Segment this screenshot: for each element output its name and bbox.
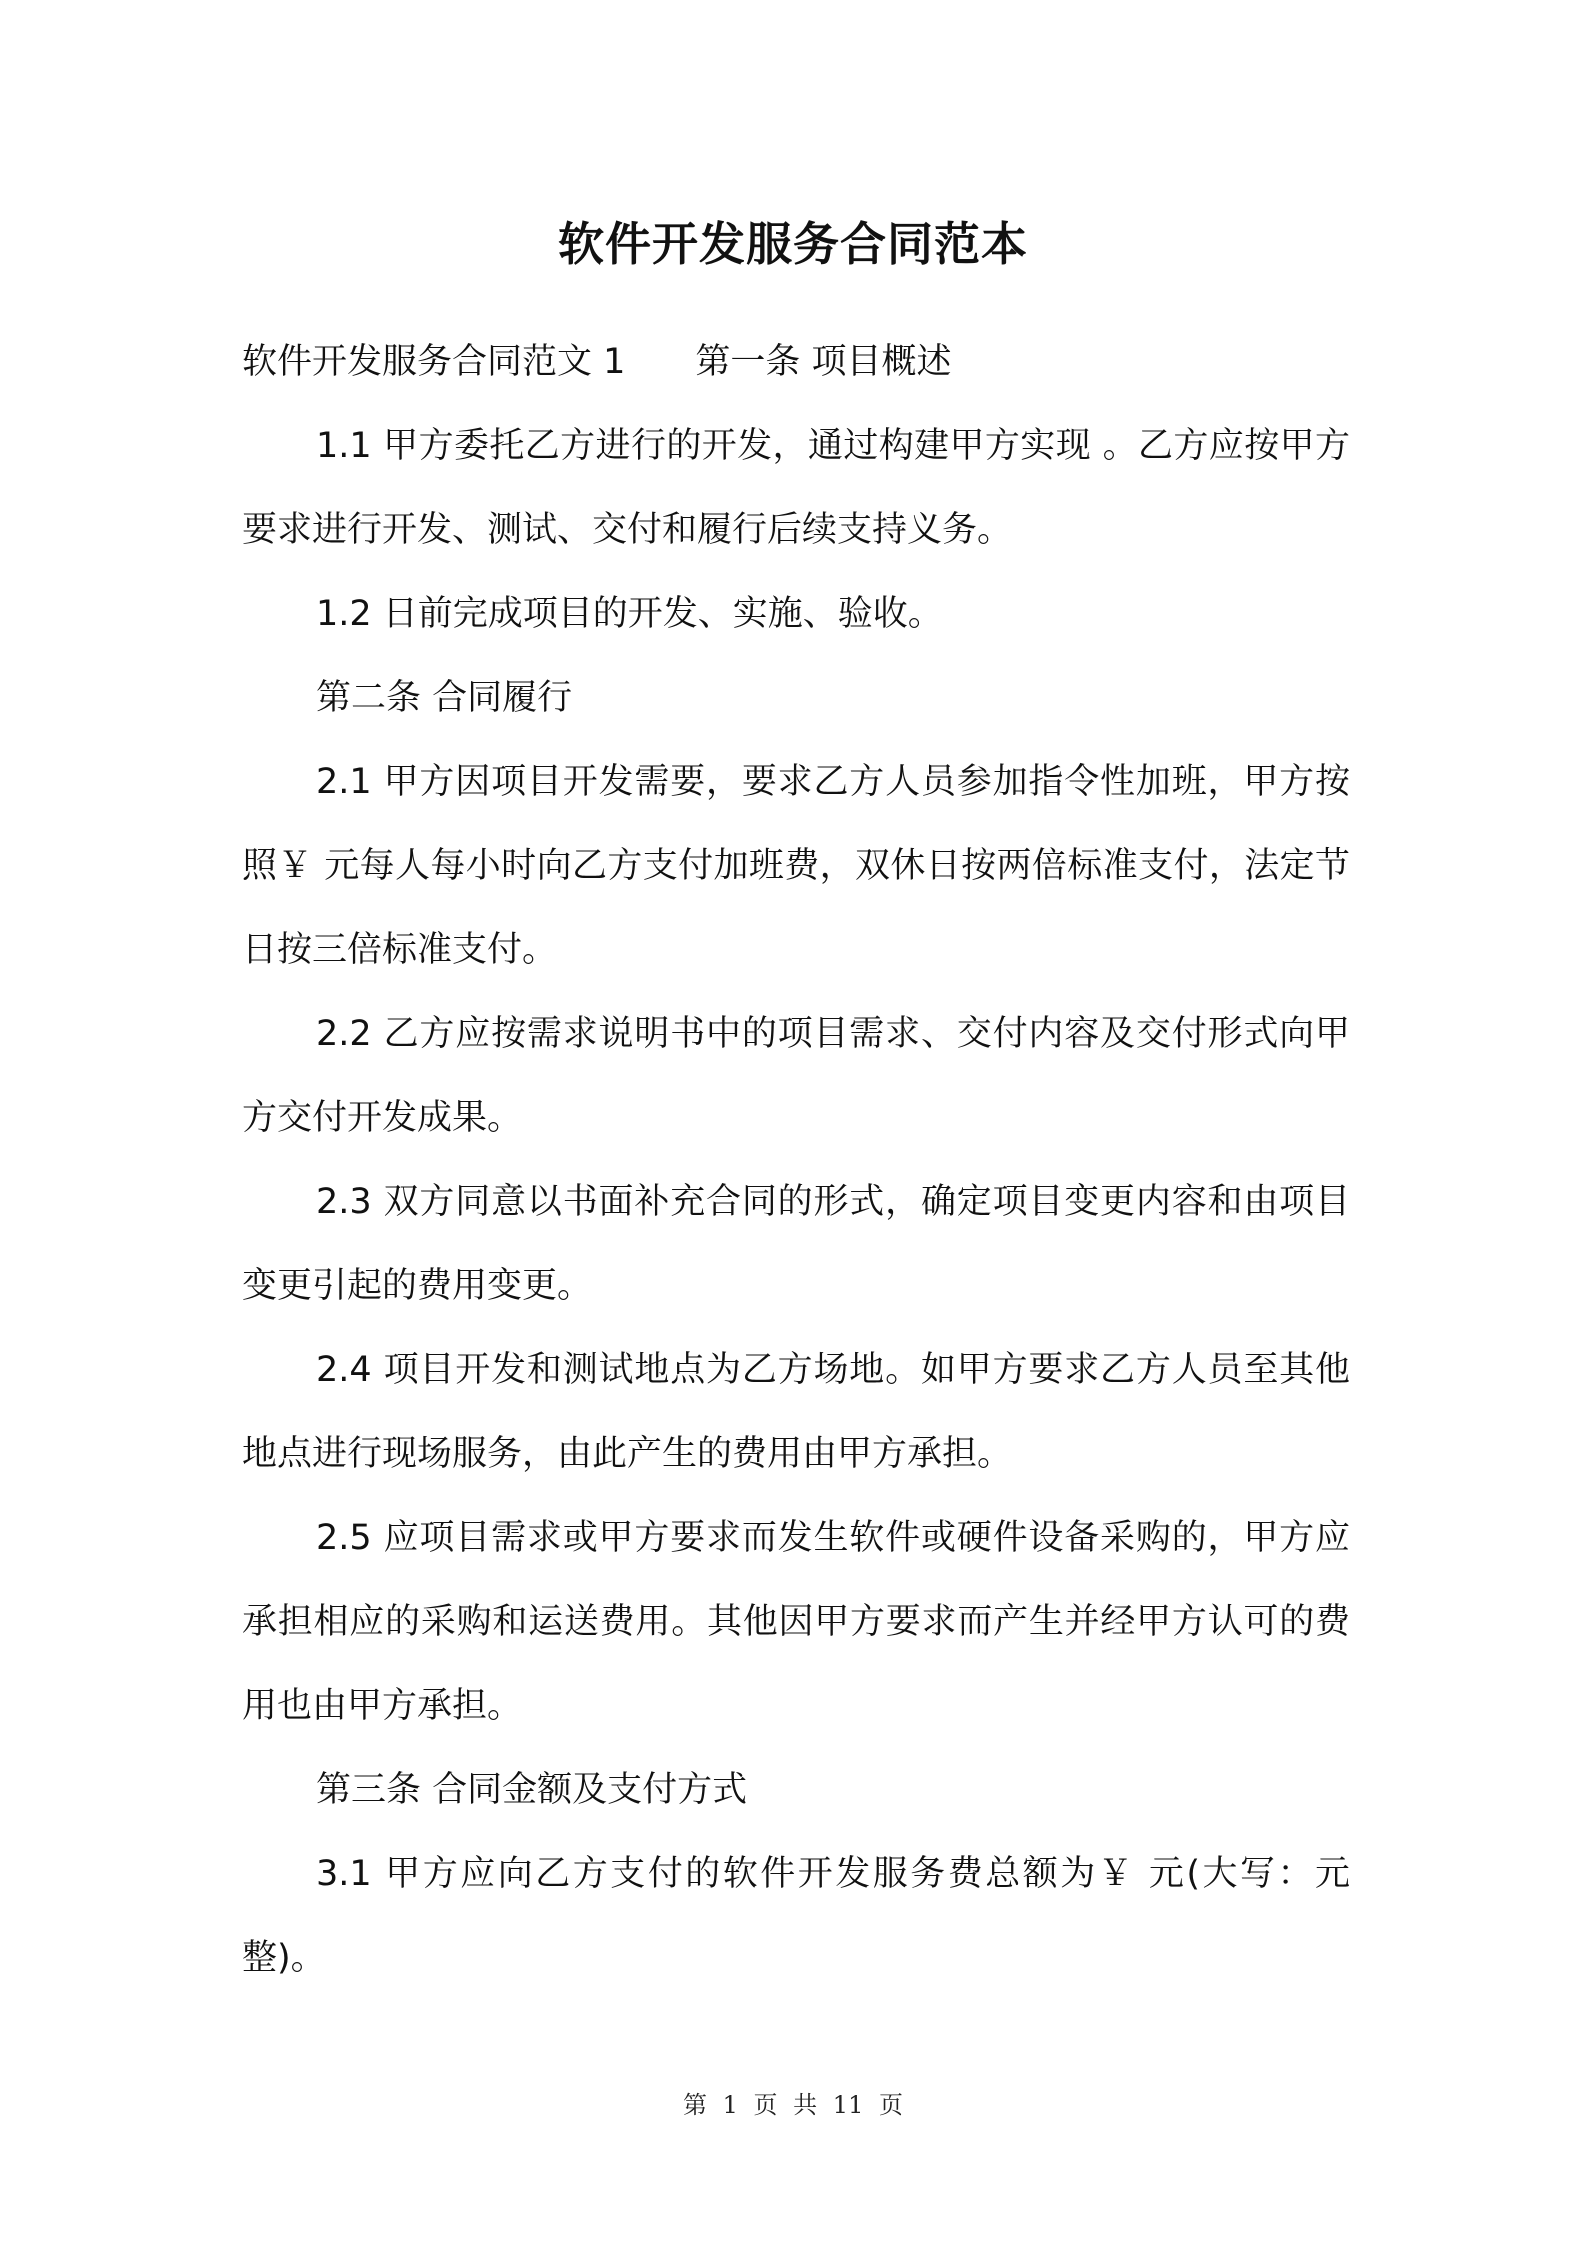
article-2-heading: 第二条 合同履行 xyxy=(316,678,573,718)
paragraph-1-2: 1.2 日前完成项目的开发、实施、验收。 xyxy=(316,594,943,634)
paragraph-2-1: 2.1 甲方因项目开发需要，要求乙方人员参加指令性加班，甲方按照￥ 元每人每小时向乙方支付加班费，双休日按两倍标准支付，法定节日按三倍标准支付。 xyxy=(242,762,1350,970)
document-body xyxy=(242,320,1350,2000)
intro-line xyxy=(242,320,1350,404)
page-footer: 第 1 页 共 11 页 xyxy=(683,2091,903,2119)
paragraph-2-2: 2.2 乙方应按需求说明书中的项目需求、交付内容及交付形式向甲方交付开发成果。 xyxy=(242,1014,1350,1138)
intro-label: 软件开发服务合同范文 1 xyxy=(242,342,626,382)
document-title: 软件开发服务合同范本 xyxy=(558,217,1028,271)
paragraph-1-1: 1.1 甲方委托乙方进行的开发，通过构建甲方实现 。乙方应按甲方要求进行开发、测试、交付和履行后续支持义务。 xyxy=(242,426,1350,550)
paragraph-3-1: 3.1 甲方应向乙方支付的软件开发服务费总额为￥ 元(大写：元整)。 xyxy=(242,1854,1350,1978)
paragraph-2-3: 2.3 双方同意以书面补充合同的形式，确定项目变更内容和由项目变更引起的费用变更。 xyxy=(242,1182,1350,1306)
paragraph-2-5: 2.5 应项目需求或甲方要求而发生软件或硬件设备采购的，甲方应承担相应的采购和运送费用。其他因甲方要求而产生并经甲方认可的费用也由甲方承担。 xyxy=(242,1518,1350,1726)
paragraph-2-4: 2.4 项目开发和测试地点为乙方场地。如甲方要求乙方人员至其他地点进行现场服务，由此产生的费用由甲方承担。 xyxy=(242,1350,1350,1474)
article-1-heading: 第一条 项目概述 xyxy=(695,342,952,382)
article-3-heading: 第三条 合同金额及支付方式 xyxy=(316,1770,748,1810)
